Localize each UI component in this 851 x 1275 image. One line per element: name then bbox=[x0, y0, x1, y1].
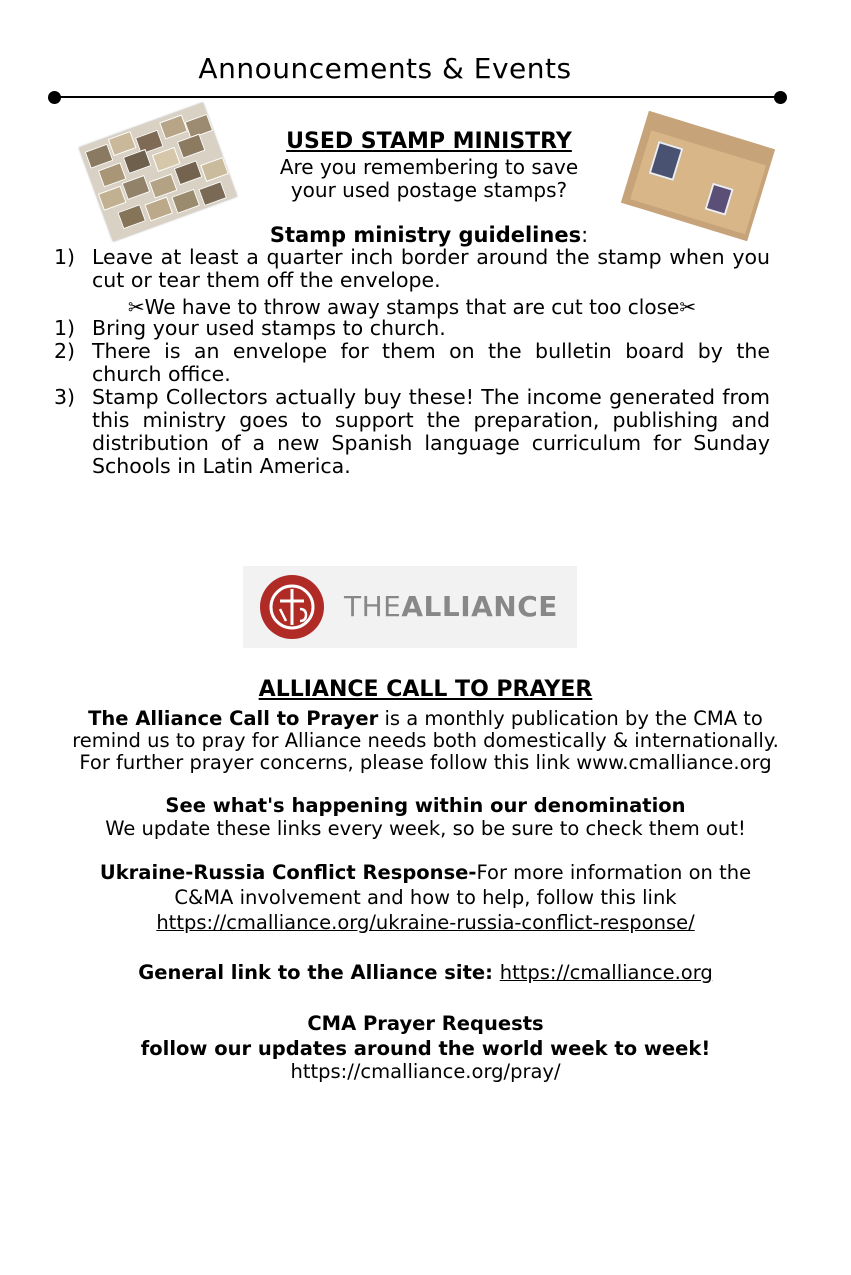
general-link-line: General link to the Alliance site: https://cmalliance.org bbox=[138, 961, 713, 984]
list-item: 1) Leave at least a quarter inch border around the stamp when you cut or tear them off the envelope. bbox=[54, 245, 770, 292]
ukraine-response: Ukraine-Russia Conflict Response-For more information on the bbox=[99, 861, 752, 884]
cut-warning-note: ✂We have to throw away stamps that are cut too close✂ bbox=[127, 295, 697, 319]
prayer-requests-sub: follow our updates around the world week to week! bbox=[140, 1037, 711, 1060]
guidelines-list-a bbox=[54, 246, 770, 292]
prayer-intro-line2: remind us to pray for Alliance needs both domestically & internationally. bbox=[72, 729, 779, 752]
prayer-intro-line3: For further prayer concerns, please follow this link www.cmalliance.org bbox=[79, 751, 772, 774]
list-item: 3) Stamp Collectors actually buy these! The income generated from this ministry goes to support the preparation, publishing and distribution of a new Spanish language curriculum for Sunday Schools in Latin America. bbox=[54, 385, 770, 478]
guidelines-label: Stamp ministry guidelines: bbox=[269, 223, 589, 247]
stamp-question-line1: Are you remembering to save bbox=[279, 155, 579, 179]
stamp-ministry-heading: USED STAMP MINISTRY bbox=[286, 129, 572, 154]
divider-right-dot bbox=[774, 91, 787, 104]
page-title: Announcements & Events bbox=[198, 52, 572, 85]
denomination-text: We update these links every week, so be sure to check them out! bbox=[105, 817, 746, 840]
title-divider bbox=[54, 96, 781, 98]
denomination-heading: See what's happening within our denomination bbox=[165, 794, 686, 817]
prayer-intro: The Alliance Call to Prayer is a monthly publication by the CMA to bbox=[88, 707, 763, 730]
prayer-heading: ALLIANCE CALL TO PRAYER bbox=[258, 677, 593, 702]
guidelines-list-b bbox=[54, 317, 770, 478]
list-item: 1) Bring your used stamps to church. bbox=[54, 316, 446, 340]
prayer-requests-link[interactable]: https://cmalliance.org/pray/ bbox=[290, 1060, 561, 1083]
alliance-wordmark: THEALLIANCE bbox=[344, 590, 558, 623]
alliance-site-link[interactable]: https://cmalliance.org bbox=[499, 961, 713, 984]
alliance-logo bbox=[243, 566, 577, 648]
prayer-requests-heading: CMA Prayer Requests bbox=[307, 1012, 544, 1035]
ukraine-response-line2: C&MA involvement and how to help, follow this link bbox=[174, 886, 677, 909]
ukraine-response-link[interactable]: https://cmalliance.org/ukraine-russia-conflict-response/ bbox=[156, 911, 695, 934]
list-item: 2) There is an envelope for them on the bulletin board by the church office. bbox=[54, 339, 770, 386]
alliance-seal-icon bbox=[260, 575, 324, 639]
divider-left-dot bbox=[48, 91, 61, 104]
stamp-question-line2: your used postage stamps? bbox=[290, 178, 568, 202]
ukraine-link bbox=[40, 912, 811, 934]
